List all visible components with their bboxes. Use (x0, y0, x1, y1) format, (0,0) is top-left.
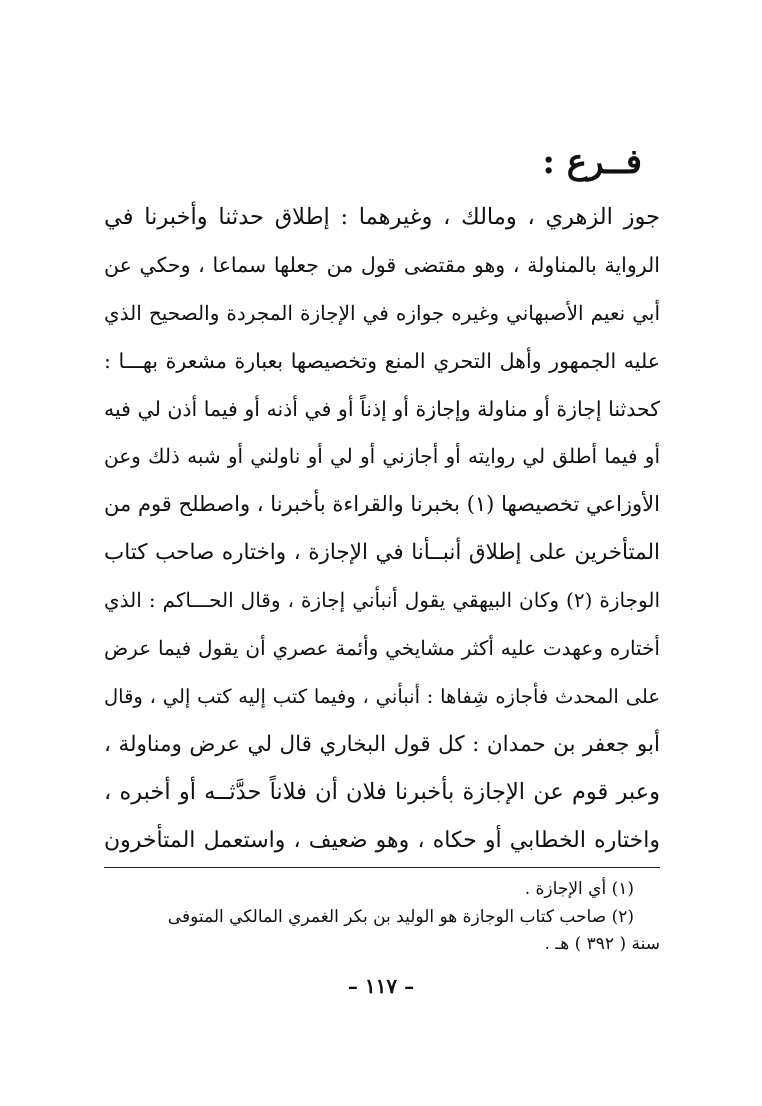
text-line-11: على المحدث فأجازه شِفاها : أنبأني ، وفيما كتب إليه كتب إلي ، وقال (104, 684, 660, 708)
text-line-7: الأوزاعي تخصيصها (١) بخبرنا والقراءة بأخبرنا ، واصطلح قوم من (104, 492, 660, 517)
page-number: – ١١٧ – (347, 974, 415, 998)
text-line-4: عليه الجمهور وأهل التحري المنع وتخصيصها بعبارة مشعرة بهـــا : (104, 348, 660, 373)
footnotes (104, 876, 660, 959)
main-text (104, 194, 660, 864)
footnote-separator (104, 867, 660, 868)
text-line-13: وعبر قوم عن الإجازة بأخبرنا فلان أن فلاناً حدَّثــه أو أخبره ، (104, 778, 660, 805)
text-line-12: أبو جعفر بن حمدان : كل قول البخاري قال لي عرض ومناولة ، (104, 731, 660, 757)
text-line-9: الوجازة (٢) وكان البيهقي يقول أنبأني إجازة ، وقال الحـــاكم : الذي (104, 588, 660, 613)
text-line-1: جوز الزهري ، ومالك ، وغيرهما : إطلاق حدثنا وأخبرنا في (104, 204, 660, 230)
text-line-8: المتأخرين على إطلاق أنبــأنا في الإجازة ، واختاره صاحب كتاب (104, 540, 660, 566)
footnote-1: (١) أي الإجازة . (524, 879, 634, 899)
footnote-2-continuation: سنة ( ٣٩٢ ) هـ . (544, 934, 660, 954)
text-line-10: أختاره وعهدت عليه أكثر مشايخي وأئمة عصري أن يقول فيما عرض (104, 636, 660, 661)
footnote-2: (٢) صاحب كتاب الوجازة هو الوليد بن بكر الغمري المالكي المتوفى (167, 906, 634, 927)
section-heading: فــرع : (542, 142, 642, 182)
text-line-2: الرواية بالمناولة ، وهو مقتضى قول من جعلها سماعا ، وحكي عن (104, 252, 660, 277)
text-line-6: أو فيما أطلق لي روايته أو أجازني أو لي أو ناولني أو شبه ذلك وعن (104, 444, 660, 469)
text-line-3: أبي نعيم الأصبهاني وغيره جوازه في الإجازة المجردة والصحيح الذي (104, 300, 660, 325)
text-line-5: كحدثنا إجازة أو مناولة وإجازة أو إذناً أو في أذنه أو فيما أذن لي فيه (104, 396, 660, 421)
text-line-14: واختاره الخطابي أو حكاه ، وهو ضعيف ، واستعمل المتأخرون (104, 827, 660, 853)
